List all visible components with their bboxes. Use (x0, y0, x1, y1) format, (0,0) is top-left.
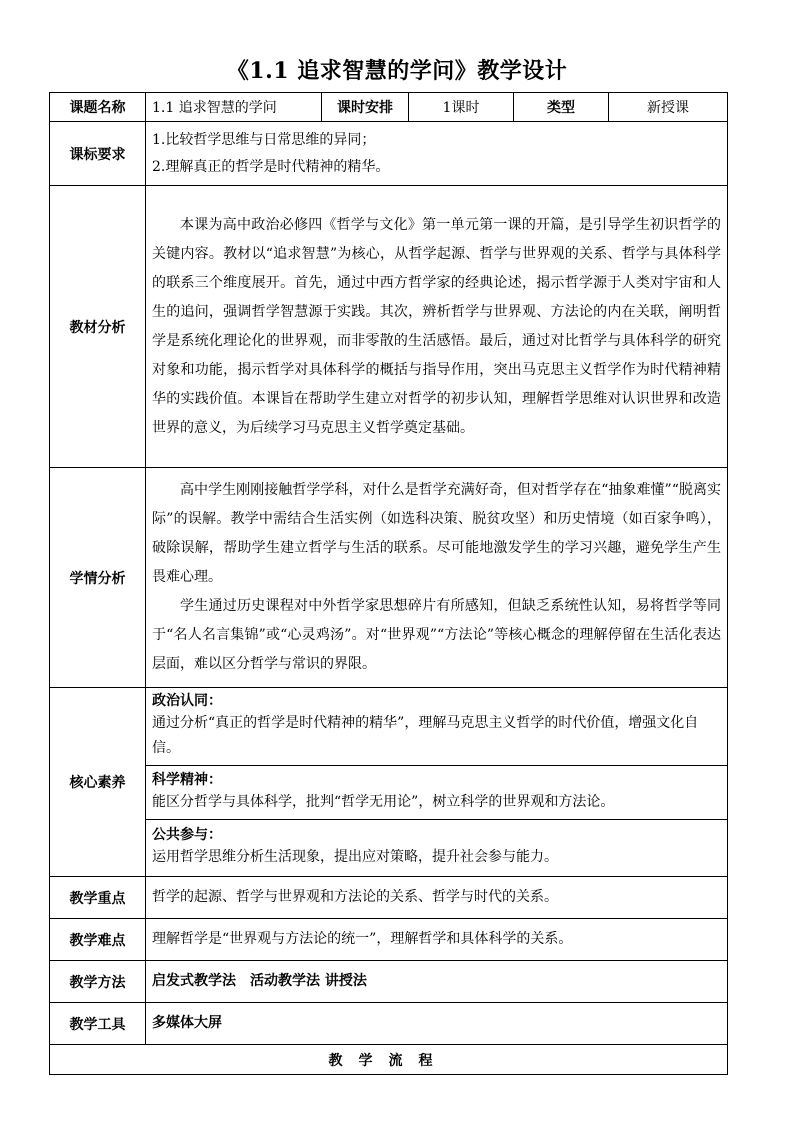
type-value: 新授课 (609, 93, 728, 122)
literacy-heading: 科学精神： (152, 771, 222, 788)
topic-value: 1.1 追求智慧的学问 (146, 93, 322, 122)
methods-label: 教学方法 (50, 961, 146, 1003)
student-analysis-row (50, 468, 728, 688)
difficulties-value: 理解哲学是“世界观与方法论的统一”，理解哲学和具体科学的关系。 (146, 919, 728, 961)
key-points-value: 哲学的起源、哲学与世界观和方法论的关系、哲学与时代的关系。 (146, 877, 728, 919)
header-row (50, 93, 728, 122)
literacy-heading: 公共参与： (152, 827, 222, 843)
literacy-body: 能区分哲学与具体科学，批判“哲学无用论”，树立科学的世界观和方法论。 (152, 793, 615, 810)
topic-label: 课题名称 (50, 93, 146, 122)
core-literacy-row-3 (50, 820, 728, 877)
core-literacy-row-1 (50, 688, 728, 766)
student-analysis-label: 学情分析 (50, 468, 146, 688)
literacy-body: 运用哲学思维分析生活现象，提出应对策略，提升社会参与能力。 (152, 849, 558, 865)
difficulties-row (50, 919, 728, 961)
textbook-analysis-row (50, 186, 728, 468)
tools-value: 多媒体大屏 (146, 1003, 728, 1045)
lesson-plan-table (49, 92, 728, 1075)
schedule-label: 课时安排 (322, 93, 409, 122)
literacy-body: 通过分析“真正的哲学是时代精神的精华”，理解马克思主义哲学的时代价值，增强文化自信。 (152, 715, 699, 756)
document-title: 《1.1 追求智慧的学问》教学设计 (226, 58, 568, 84)
methods-value: 启发式教学法 活动教学法 讲授法 (146, 961, 728, 1003)
type-label: 类型 (514, 93, 609, 122)
key-points-row (50, 877, 728, 919)
core-literacy-row-2 (50, 766, 728, 820)
textbook-analysis-text: 本课为高中政治必修四《哲学与文化》第一单元第一课的开篇，是引导学生初识哲学的关键内容。教材以“追求智慧”为核心，从哲学起源、哲学与世界观的关系、哲学与具体科学的联系三个维度展开。首先，通过中西方哲学家的经典论述，揭示哲学源于人类对宇宙和人生的追问，强调哲学智慧源于实践。其次，辨析哲学与世界观、方法论的内在关联，阐明哲学是系统化理论化的世界观，而非零散的生活感悟。最后，通过对比哲学与具体科学的研究对象和功能，揭示哲学对具体科学的概括与指导作用，突出马克思主义哲学作为时代精神精华的实践价值。本课旨在帮助学生建立对哲学的初步认知，理解哲学思维对认识世界和改造世界的意义，为后续学习马克思主义哲学奠定基础。 (152, 216, 721, 436)
methods-row (50, 961, 728, 1003)
textbook-analysis-label: 教材分析 (50, 186, 146, 468)
standards-item: 1.比较哲学思维与日常思维的异同； (152, 131, 376, 148)
student-analysis-paragraph: 学生通过历史课程对中外哲学家思想碎片有所感知，但缺乏系统性认知，易将哲学等同于“名人名言集锦”或“心灵鸡汤”。对“世界观”“方法论”等核心概念的理解停留在生活化表达层面，难以区分哲学与常识的界限。 (152, 598, 721, 672)
tools-row (50, 1003, 728, 1045)
core-literacy-label: 核心素养 (50, 688, 146, 877)
flow-heading: 教学流程 (50, 1045, 728, 1075)
student-analysis-paragraph: 高中学生刚刚接触哲学学科，对什么是哲学充满好奇，但对哲学存在“抽象难懂”“脱离实际”的误解。教学中需结合生活实例（如选科决策、脱贫攻坚）和历史情境（如百家争鸣），破除误解，帮助学生建立哲学与生活的联系。尽可能地激发学生的学习兴趣，避免学生产生畏难心理。 (152, 482, 721, 585)
difficulties-label: 教学难点 (50, 919, 146, 961)
flow-row (50, 1045, 728, 1075)
schedule-value: 1课时 (409, 93, 514, 122)
tools-label: 教学工具 (50, 1003, 146, 1045)
literacy-heading: 政治认同： (152, 693, 222, 709)
key-points-label: 教学重点 (50, 877, 146, 919)
standards-row (50, 122, 728, 186)
standards-item: 2.理解真正的哲学是时代精神的精华。 (152, 158, 390, 175)
standards-label: 课标要求 (50, 122, 146, 186)
